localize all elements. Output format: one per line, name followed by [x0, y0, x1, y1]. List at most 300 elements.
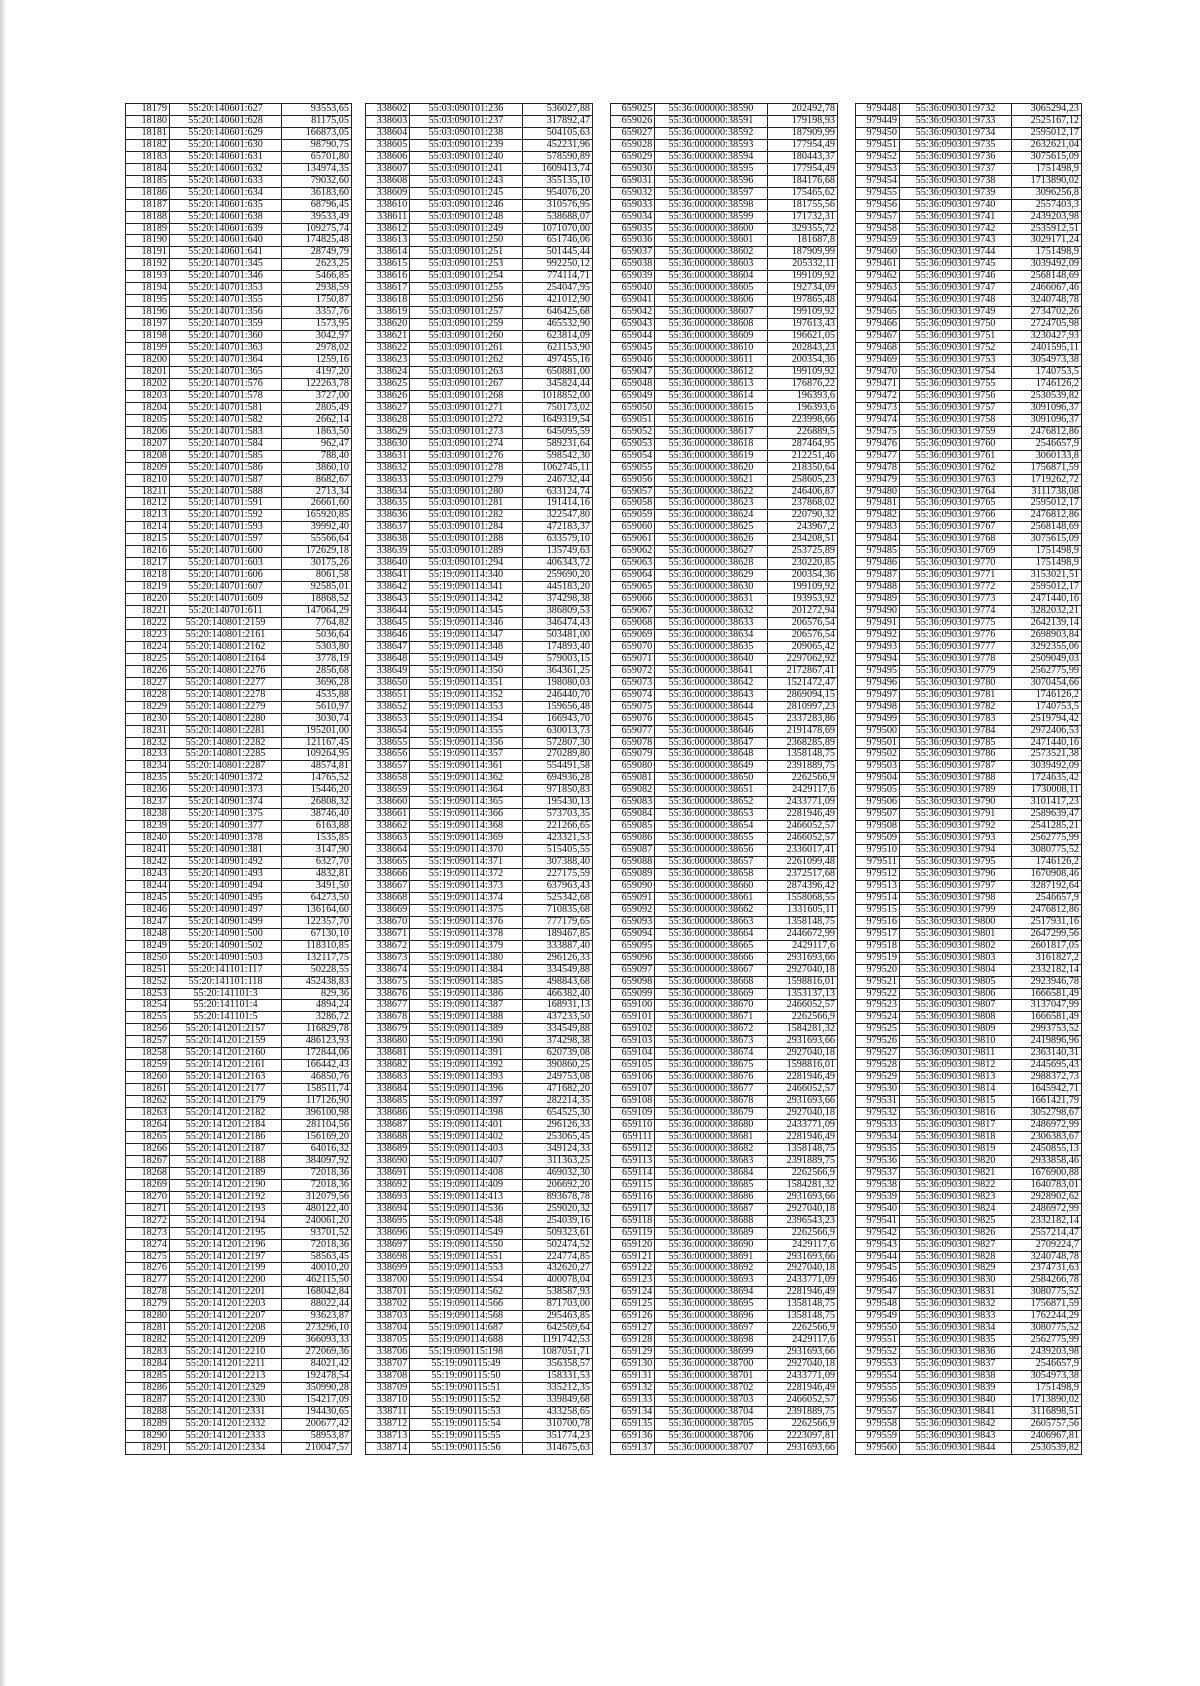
row-number: 659116 — [611, 1191, 655, 1203]
cadastral-number: 55:20:140701:356 — [170, 307, 282, 319]
cadastral-number: 55:19:090114:372 — [410, 869, 522, 881]
table-row — [126, 821, 352, 833]
cadastral-value: 314675,63 — [522, 1442, 592, 1454]
table-row — [126, 869, 352, 881]
row-number: 979533 — [856, 1120, 900, 1132]
table-row — [856, 952, 1082, 964]
table-row — [856, 211, 1082, 223]
row-number: 979540 — [856, 1203, 900, 1215]
table-row — [366, 833, 593, 845]
cadastral-value: 1191742,53 — [522, 1335, 592, 1347]
row-number: 979543 — [856, 1239, 900, 1251]
cadastral-value: 259020,32 — [522, 1203, 592, 1215]
cadastral-value: 3039492,09 — [1012, 259, 1082, 271]
row-number: 18197 — [126, 319, 170, 331]
cadastral-value: 199109,92 — [767, 271, 837, 283]
cadastral-value: 954076,20 — [522, 187, 592, 199]
cadastral-number: 55:36:000000:38692 — [655, 1263, 767, 1275]
row-number: 18287 — [126, 1394, 170, 1406]
cadastral-value: 390860,25 — [522, 1060, 592, 1072]
cadastral-value: 502474,52 — [522, 1239, 592, 1251]
cadastral-number: 55:20:140801:2161 — [170, 629, 282, 641]
table-row — [366, 426, 593, 438]
cadastral-number: 55:20:140901:503 — [170, 952, 282, 964]
cadastral-number: 55:19:090114:374 — [410, 892, 522, 904]
row-number: 18251 — [126, 964, 170, 976]
cadastral-number: 55:03:090101:284 — [410, 522, 522, 534]
cadastral-value: 2601817,05 — [1012, 940, 1082, 952]
row-number: 659129 — [611, 1347, 655, 1359]
cadastral-value: 2261099,48 — [767, 857, 837, 869]
table-row — [611, 916, 838, 928]
cadastral-value: 2713,34 — [282, 486, 352, 498]
cadastral-value: 504105,63 — [522, 127, 592, 139]
row-number: 659062 — [611, 546, 655, 558]
cadastral-value: 116829,78 — [282, 1024, 352, 1036]
table-row — [611, 163, 838, 175]
cadastral-number: 55:20:140701:359 — [170, 319, 282, 331]
table-row — [856, 880, 1082, 892]
cadastral-value: 469032,30 — [522, 1167, 592, 1179]
cadastral-number: 55:03:090101:260 — [410, 331, 522, 343]
cadastral-value: 171732,31 — [767, 211, 837, 223]
row-number: 659124 — [611, 1287, 655, 1299]
cadastral-value: 334549,88 — [522, 1024, 592, 1036]
cadastral-value: 26661,60 — [282, 498, 352, 510]
row-number: 979544 — [856, 1251, 900, 1263]
cadastral-value: 2642139,14 — [1012, 617, 1082, 629]
row-number: 18218 — [126, 570, 170, 582]
cadastral-value: 515405,55 — [522, 845, 592, 857]
table-row — [126, 1311, 352, 1323]
table-row — [366, 1406, 593, 1418]
row-number: 659085 — [611, 821, 655, 833]
cadastral-number: 55:03:090101:254 — [410, 271, 522, 283]
cadastral-value: 2466052,57 — [767, 1000, 837, 1012]
cadastral-value: 1584281,32 — [767, 1024, 837, 1036]
row-number: 338621 — [366, 331, 410, 343]
cadastral-value: 1645942,71 — [1012, 1084, 1082, 1096]
cadastral-number: 55:20:141201:2190 — [170, 1179, 282, 1191]
row-number: 18289 — [126, 1418, 170, 1430]
table-row — [366, 510, 593, 522]
cadastral-number: 55:03:090101:289 — [410, 546, 522, 558]
table-row — [366, 606, 593, 618]
table-row — [611, 1394, 838, 1406]
cadastral-value: 3357,76 — [282, 307, 352, 319]
table-row — [856, 355, 1082, 367]
row-number: 659063 — [611, 558, 655, 570]
cadastral-number: 55:20:141201:2213 — [170, 1371, 282, 1383]
cadastral-number: 55:36:090301:9799 — [900, 904, 1012, 916]
cadastral-value: 2262566,9 — [767, 1418, 837, 1430]
cadastral-number: 55:19:090114:393 — [410, 1072, 522, 1084]
table-row — [366, 845, 593, 857]
row-number: 979530 — [856, 1084, 900, 1096]
row-number: 18278 — [126, 1287, 170, 1299]
cadastral-number: 55:20:140901:493 — [170, 869, 282, 881]
table-row — [856, 486, 1082, 498]
cadastral-number: 55:19:090114:379 — [410, 940, 522, 952]
table-row — [856, 833, 1082, 845]
table-row — [856, 271, 1082, 283]
table-row — [611, 701, 838, 713]
cadastral-value: 893678,78 — [522, 1191, 592, 1203]
row-number: 18249 — [126, 940, 170, 952]
cadastral-number: 55:20:140801:2287 — [170, 761, 282, 773]
table-row — [366, 127, 593, 139]
row-number: 338696 — [366, 1227, 410, 1239]
cadastral-value: 3101417,23 — [1012, 797, 1082, 809]
row-number: 338634 — [366, 486, 410, 498]
row-number: 338602 — [366, 104, 410, 116]
table-row — [366, 271, 593, 283]
cadastral-value: 2429117,6 — [767, 1335, 837, 1347]
table-row — [856, 402, 1082, 414]
cadastral-number: 55:36:090301:9743 — [900, 235, 1012, 247]
row-number: 18232 — [126, 737, 170, 749]
table-row — [611, 1287, 838, 1299]
cadastral-number: 55:20:140901:374 — [170, 797, 282, 809]
cadastral-value: 1358148,75 — [767, 1311, 837, 1323]
cadastral-number: 55:20:140801:2276 — [170, 665, 282, 677]
cadastral-value: 223998,66 — [767, 414, 837, 426]
cadastral-number: 55:20:140701:583 — [170, 426, 282, 438]
cadastral-value: 2623,25 — [282, 259, 352, 271]
row-number: 338643 — [366, 594, 410, 606]
cadastral-value: 650881,00 — [522, 366, 592, 378]
cadastral-value: 270289,80 — [522, 749, 592, 761]
row-number: 18204 — [126, 402, 170, 414]
table-row — [856, 1000, 1082, 1012]
row-number: 659098 — [611, 976, 655, 988]
cadastral-number: 55:20:140901:495 — [170, 892, 282, 904]
table-row — [856, 366, 1082, 378]
cadastral-value: 2281946,49 — [767, 809, 837, 821]
cadastral-value: 2805,49 — [282, 402, 352, 414]
cadastral-value: 165920,85 — [282, 510, 352, 522]
cadastral-number: 55:36:000000:38665 — [655, 940, 767, 952]
row-number: 659032 — [611, 187, 655, 199]
row-number: 338654 — [366, 725, 410, 737]
cadastral-value: 2595012,17 — [1012, 127, 1082, 139]
cadastral-value: 158511,74 — [282, 1084, 352, 1096]
table-row — [126, 139, 352, 151]
row-number: 659095 — [611, 940, 655, 952]
cadastral-number: 55:36:090301:9832 — [900, 1299, 1012, 1311]
table-row — [126, 1287, 352, 1299]
table-row — [856, 725, 1082, 737]
table-row — [856, 163, 1082, 175]
table-row — [611, 1048, 838, 1060]
cadastral-value: 2466052,57 — [767, 1084, 837, 1096]
cadastral-number: 55:36:000000:38635 — [655, 641, 767, 653]
cadastral-value: 2562775,99 — [1012, 1335, 1082, 1347]
row-number: 659092 — [611, 904, 655, 916]
cadastral-number: 55:36:000000:38619 — [655, 450, 767, 462]
row-number: 338636 — [366, 510, 410, 522]
cadastral-value: 642569,64 — [522, 1323, 592, 1335]
cadastral-value: 2927040,18 — [767, 1108, 837, 1120]
cadastral-number: 55:20:140701:360 — [170, 331, 282, 343]
table-row — [126, 964, 352, 976]
row-number: 338628 — [366, 414, 410, 426]
cadastral-number: 55:36:000000:38612 — [655, 366, 767, 378]
cadastral-number: 55:36:090301:9800 — [900, 916, 1012, 928]
table-row — [856, 761, 1082, 773]
cadastral-value: 39992,40 — [282, 522, 352, 534]
table-row — [856, 570, 1082, 582]
cadastral-value: 281104,56 — [282, 1120, 352, 1132]
cadastral-number: 55:36:000000:38595 — [655, 163, 767, 175]
row-number: 979504 — [856, 773, 900, 785]
cadastral-number: 55:20:141101:117 — [170, 964, 282, 976]
row-number: 338664 — [366, 845, 410, 857]
cadastral-number: 55:36:090301:9747 — [900, 283, 1012, 295]
table-row — [366, 617, 593, 629]
row-number: 18215 — [126, 534, 170, 546]
cadastral-number: 55:36:090301:9745 — [900, 259, 1012, 271]
cadastral-number: 55:36:090301:9842 — [900, 1418, 1012, 1430]
table-row — [366, 1251, 593, 1263]
row-number: 979509 — [856, 833, 900, 845]
cadastral-number: 55:36:000000:38629 — [655, 570, 767, 582]
cadastral-number: 55:19:090114:413 — [410, 1191, 522, 1203]
cadastral-number: 55:36:000000:38646 — [655, 725, 767, 737]
table-row — [611, 725, 838, 737]
table-row — [611, 833, 838, 845]
table-row — [126, 1084, 352, 1096]
cadastral-value: 2406967,81 — [1012, 1430, 1082, 1442]
cadastral-number: 55:19:090114:347 — [410, 629, 522, 641]
row-number: 18210 — [126, 474, 170, 486]
row-number: 338695 — [366, 1215, 410, 1227]
row-number: 979471 — [856, 378, 900, 390]
cadastral-value: 3029171,24 — [1012, 235, 1082, 247]
row-number: 979497 — [856, 689, 900, 701]
cadastral-value: 1751498,9 — [1012, 546, 1082, 558]
row-number: 18267 — [126, 1155, 170, 1167]
table-row — [126, 1335, 352, 1347]
row-number: 979535 — [856, 1143, 900, 1155]
cadastral-number: 55:20:140901:494 — [170, 880, 282, 892]
table-row — [611, 857, 838, 869]
cadastral-number: 55:20:141201:2199 — [170, 1263, 282, 1275]
table-row — [366, 785, 593, 797]
row-number: 659067 — [611, 606, 655, 618]
table-row — [366, 199, 593, 211]
cadastral-number: 55:19:090114:348 — [410, 641, 522, 653]
cadastral-value: 335212,35 — [522, 1382, 592, 1394]
table-row — [366, 343, 593, 355]
cadastral-number: 55:19:090114:390 — [410, 1036, 522, 1048]
cadastral-number: 55:36:000000:38594 — [655, 151, 767, 163]
row-number: 979510 — [856, 845, 900, 857]
cadastral-value: 2734702,26 — [1012, 307, 1082, 319]
table-row — [856, 988, 1082, 1000]
row-number: 338670 — [366, 916, 410, 928]
table-row — [126, 271, 352, 283]
cadastral-value: 1713890,02 — [1012, 1394, 1082, 1406]
cadastral-value: 2297062,92 — [767, 653, 837, 665]
cadastral-value: 3054973,38 — [1012, 355, 1082, 367]
cadastral-value: 788,40 — [282, 450, 352, 462]
cadastral-number: 55:20:140701:363 — [170, 343, 282, 355]
table-row — [611, 175, 838, 187]
row-number: 979560 — [856, 1442, 900, 1454]
cadastral-value: 168042,84 — [282, 1287, 352, 1299]
cadastral-number: 55:36:000000:38596 — [655, 175, 767, 187]
cadastral-number: 55:36:090301:9803 — [900, 952, 1012, 964]
row-number: 18261 — [126, 1084, 170, 1096]
cadastral-number: 55:20:140901:500 — [170, 928, 282, 940]
cadastral-number: 55:36:090301:9737 — [900, 163, 1012, 175]
row-number: 338655 — [366, 737, 410, 749]
table-2 — [365, 103, 593, 1455]
cadastral-value: 356358,57 — [522, 1359, 592, 1371]
row-number: 659133 — [611, 1394, 655, 1406]
cadastral-number: 55:36:000000:38604 — [655, 271, 767, 283]
row-number: 979518 — [856, 940, 900, 952]
table-row — [611, 223, 838, 235]
row-number: 338624 — [366, 366, 410, 378]
table-row — [611, 1120, 838, 1132]
table-row — [126, 1382, 352, 1394]
row-number: 659137 — [611, 1442, 655, 1454]
row-number: 18237 — [126, 797, 170, 809]
row-number: 338673 — [366, 952, 410, 964]
cadastral-number: 55:20:141201:2332 — [170, 1418, 282, 1430]
cadastral-number: 55:36:090301:9768 — [900, 534, 1012, 546]
cadastral-value: 2530539,82 — [1012, 1442, 1082, 1454]
cadastral-value: 1640783,01 — [1012, 1179, 1082, 1191]
cadastral-value: 621153,90 — [522, 343, 592, 355]
row-number: 338690 — [366, 1155, 410, 1167]
table-row — [856, 1084, 1082, 1096]
row-number: 338614 — [366, 247, 410, 259]
cadastral-number: 55:36:090301:9833 — [900, 1311, 1012, 1323]
row-number: 338612 — [366, 223, 410, 235]
cadastral-number: 55:20:140601:629 — [170, 127, 282, 139]
row-number: 979478 — [856, 462, 900, 474]
cadastral-number: 55:19:090115:51 — [410, 1382, 522, 1394]
cadastral-number: 55:36:000000:38669 — [655, 988, 767, 1000]
table-row — [856, 869, 1082, 881]
row-number: 338608 — [366, 175, 410, 187]
row-number: 18221 — [126, 606, 170, 618]
cadastral-number: 55:36:090301:9831 — [900, 1287, 1012, 1299]
cadastral-value: 195201,00 — [282, 725, 352, 737]
table-row — [126, 199, 352, 211]
cadastral-number: 55:36:090301:9771 — [900, 570, 1012, 582]
table-row — [366, 809, 593, 821]
table-row — [366, 378, 593, 390]
row-number: 659107 — [611, 1084, 655, 1096]
table-row — [126, 737, 352, 749]
cadastral-value: 3240748,78 — [1012, 1251, 1082, 1263]
table-row — [126, 617, 352, 629]
cadastral-value: 2647299,56 — [1012, 928, 1082, 940]
cadastral-value: 174893,40 — [522, 641, 592, 653]
table-row — [611, 1131, 838, 1143]
cadastral-number: 55:20:140701:346 — [170, 271, 282, 283]
table-row — [366, 247, 593, 259]
table-row — [366, 1072, 593, 1084]
table-row — [126, 1418, 352, 1430]
table-row — [611, 964, 838, 976]
table-row — [611, 940, 838, 952]
cadastral-value: 3080775,52 — [1012, 845, 1082, 857]
cadastral-number: 55:19:090114:408 — [410, 1167, 522, 1179]
cadastral-value: 2391889,75 — [767, 761, 837, 773]
row-number: 338681 — [366, 1048, 410, 1060]
row-number: 18248 — [126, 928, 170, 940]
cadastral-value: 1713890,02 — [1012, 175, 1082, 187]
table-row — [366, 677, 593, 689]
table-row — [856, 641, 1082, 653]
row-number: 979526 — [856, 1036, 900, 1048]
cadastral-number: 55:36:090301:9815 — [900, 1096, 1012, 1108]
cadastral-value: 2927040,18 — [767, 1203, 837, 1215]
cadastral-number: 55:20:140701:585 — [170, 450, 282, 462]
row-number: 979449 — [856, 115, 900, 127]
cadastral-number: 55:36:000000:38686 — [655, 1191, 767, 1203]
cadastral-number: 55:19:090115:55 — [410, 1430, 522, 1442]
row-number: 979499 — [856, 713, 900, 725]
cadastral-value: 578590,89 — [522, 151, 592, 163]
row-number: 18273 — [126, 1227, 170, 1239]
cadastral-value: 589231,64 — [522, 438, 592, 450]
row-number: 338627 — [366, 402, 410, 414]
cadastral-value: 2281946,49 — [767, 1287, 837, 1299]
table-row — [366, 1155, 593, 1167]
cadastral-value: 1358148,75 — [767, 1299, 837, 1311]
cadastral-number: 55:20:140601:634 — [170, 187, 282, 199]
cadastral-number: 55:36:090301:9839 — [900, 1382, 1012, 1394]
table-row — [856, 1167, 1082, 1179]
table-row — [126, 175, 352, 187]
cadastral-value: 654525,30 — [522, 1108, 592, 1120]
table-row — [611, 1371, 838, 1383]
cadastral-value: 2471440,16 — [1012, 594, 1082, 606]
cadastral-value: 79032,60 — [282, 175, 352, 187]
cadastral-value: 226889,5 — [767, 426, 837, 438]
table-row — [856, 1024, 1082, 1036]
cadastral-value: 480122,40 — [282, 1203, 352, 1215]
cadastral-value: 2874396,42 — [767, 880, 837, 892]
table-1 — [125, 103, 352, 1455]
cadastral-number: 55:20:140801:2159 — [170, 617, 282, 629]
row-number: 338659 — [366, 785, 410, 797]
cadastral-number: 55:36:090301:9742 — [900, 223, 1012, 235]
row-number: 18199 — [126, 343, 170, 355]
cadastral-value: 224774,85 — [522, 1251, 592, 1263]
table-row — [366, 988, 593, 1000]
cadastral-number: 55:36:000000:38644 — [655, 701, 767, 713]
table-row — [126, 474, 352, 486]
row-number: 979455 — [856, 187, 900, 199]
row-number: 659038 — [611, 259, 655, 271]
cadastral-value: 2595012,17 — [1012, 498, 1082, 510]
table-row — [856, 343, 1082, 355]
row-number: 338603 — [366, 115, 410, 127]
cadastral-value: 30175,26 — [282, 558, 352, 570]
table-row — [126, 331, 352, 343]
table-row — [126, 462, 352, 474]
row-number: 338637 — [366, 522, 410, 534]
cadastral-number: 55:36:000000:38687 — [655, 1203, 767, 1215]
cadastral-value: 64273,50 — [282, 892, 352, 904]
